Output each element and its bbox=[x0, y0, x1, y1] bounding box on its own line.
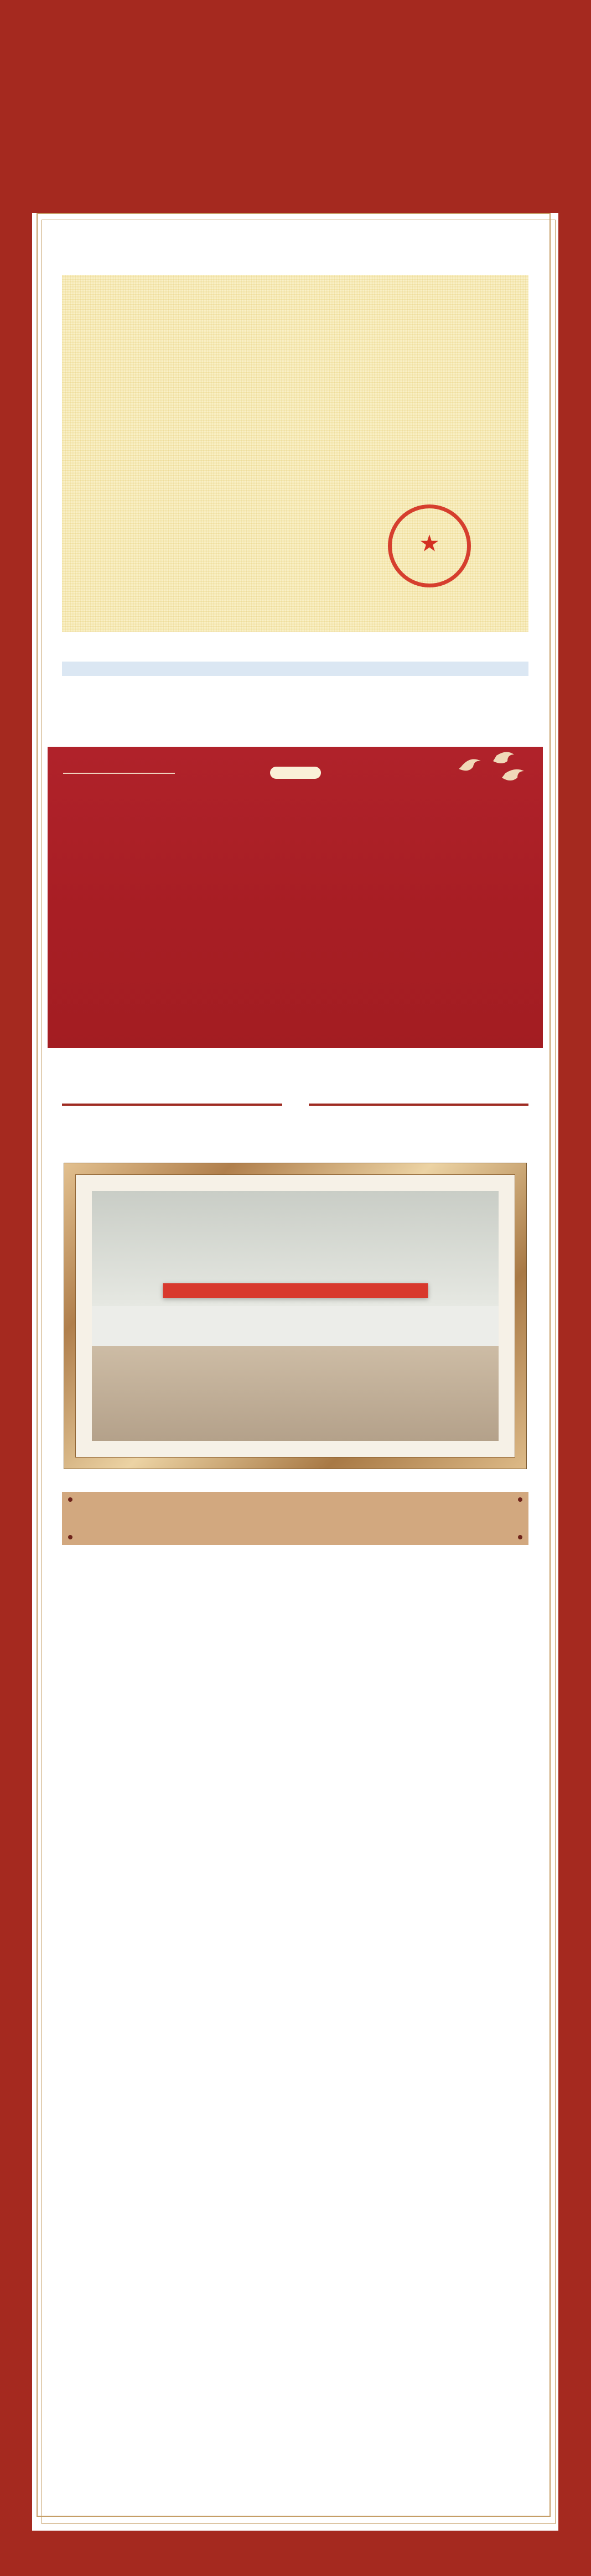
plaque-pin-icon bbox=[68, 1497, 72, 1502]
section-divider bbox=[62, 1104, 528, 1106]
content-card bbox=[32, 213, 558, 2531]
divider-line-right bbox=[309, 1104, 529, 1106]
plaque-pin-icon bbox=[518, 1497, 522, 1502]
group-photo bbox=[92, 1191, 499, 1441]
certificate-title bbox=[62, 275, 528, 308]
divider-line-left bbox=[62, 1104, 282, 1106]
seal-star-icon: ★ bbox=[419, 530, 440, 556]
photo-banner bbox=[163, 1283, 428, 1298]
plaque-pin-icon bbox=[68, 1535, 72, 1539]
caption-plaque bbox=[62, 1492, 528, 1545]
photo-wall bbox=[92, 1306, 499, 1346]
award-certificate bbox=[62, 275, 528, 632]
platforms-banner bbox=[48, 747, 543, 1048]
page-title bbox=[0, 40, 590, 61]
government-seal bbox=[388, 504, 471, 587]
plaque-pin-icon bbox=[518, 1535, 522, 1539]
pill-decor-line bbox=[63, 773, 175, 774]
screenshot-header-band bbox=[62, 662, 528, 676]
grant-table-section bbox=[62, 662, 528, 696]
framed-photo bbox=[64, 1163, 526, 1469]
photo-floor bbox=[92, 1346, 499, 1441]
platforms-pill-title bbox=[270, 767, 321, 779]
